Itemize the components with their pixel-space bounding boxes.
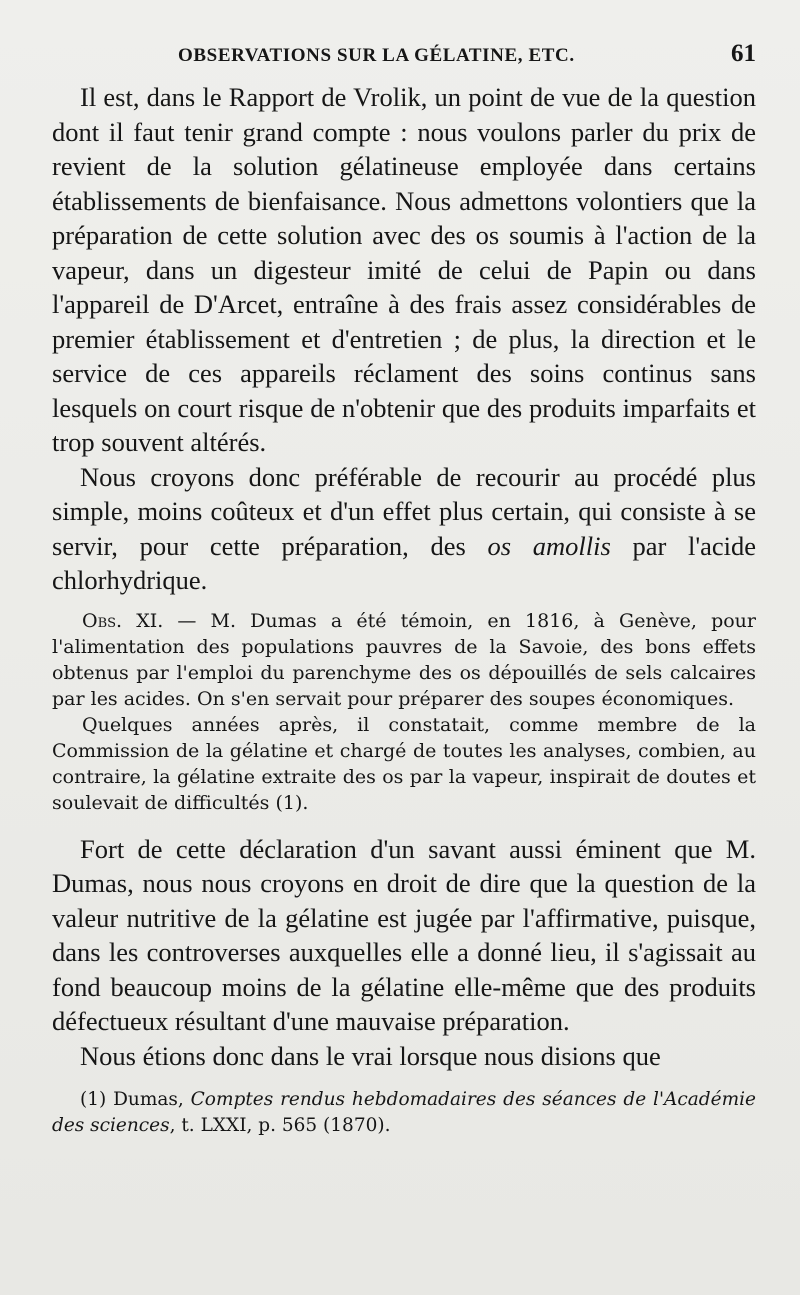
paragraph-vrolik: Il est, dans le Rapport de Vrolik, un point de vue de la question dont il faut tenir grand compte : nous voulons parler du prix de revient de la solution gélatineuse employée dans certains établissements de bienfaisance. Nous admettons volontiers que la préparation de cette solution avec des os soumis à l'action de la vapeur, dans un digesteur imité de celui de Papin ou dans l'appareil de D'Arcet, entraîne à des frais assez considérables de premier établissement et d'entretien ; de plus, la direction et le service de ces appareils réclament des soins continus sans lesquels on court risque de n'obtenir que des produits imparfaits et trop souvent altérés. bbox=[52, 82, 756, 457]
observation-paragraph-2: Quelques années après, il constatait, comme membre de la Commission de la gélatine et chargé de toutes les analyses, combien, au contraire, la gélatine extraite des os par la vapeur, inspirait de doutes et soulevait de difficultés (1). bbox=[52, 713, 756, 814]
text-span: par l'acide chlorhydrique. bbox=[52, 530, 756, 595]
paragraph-dumas: Fort de cette déclaration d'un savant aussi éminent que M. Dumas, nous nous croyons en droit de dire que la question de la valeur nutritive de la gélatine est jugée par l'affirmative, puisque, dans les controverses auxquelles elle a donné lieu, il s'agissait au fond beaucoup moins de la gélatine elle-même que des produits défectueux résultant d'une mauvaise préparation. bbox=[52, 833, 756, 1036]
main-text-continued bbox=[52, 832, 756, 1074]
observation-paragraph-1 bbox=[52, 608, 756, 712]
text-span: — M. Dumas a été témoin, en 1816, à Genève, pour l'alimentation des populations pauvres de la Savoie, des bons effets obtenus par l'emploi du parenchyme des os dépouillés de sels calcaires par les acides. On s'en servait pour préparer des soupes économiques. bbox=[52, 609, 756, 710]
observation-note bbox=[52, 608, 756, 816]
italic-term: os amollis bbox=[487, 530, 611, 561]
observation-label: Obs. XI. bbox=[82, 609, 164, 632]
text-span: , t. LXXI, p. 565 (1870). bbox=[169, 1115, 391, 1136]
page-number: 61 bbox=[731, 40, 756, 67]
running-header bbox=[178, 40, 756, 80]
text-span: Nous croyons donc préférable de recourir au procédé plus simple, moins coûteux et d'un effet plus certain, qui consiste à se servir, pour cette préparation, des bbox=[52, 461, 756, 561]
footnote bbox=[52, 1087, 756, 1139]
footnote-journal-title: Comptes rendus hebdomadaires des séances de l'Académie des sciences bbox=[52, 1089, 756, 1136]
running-title: OBSERVATIONS SUR LA GÉLATINE, ETC. bbox=[178, 45, 575, 66]
main-text bbox=[52, 80, 756, 598]
paragraph-conclusion: Nous étions donc dans le vrai lorsque nous disions que bbox=[80, 1040, 661, 1071]
footnote-text bbox=[52, 1087, 756, 1139]
footnote-marker: (1) Dumas, bbox=[80, 1089, 191, 1110]
paragraph-os-amollis bbox=[52, 460, 756, 598]
